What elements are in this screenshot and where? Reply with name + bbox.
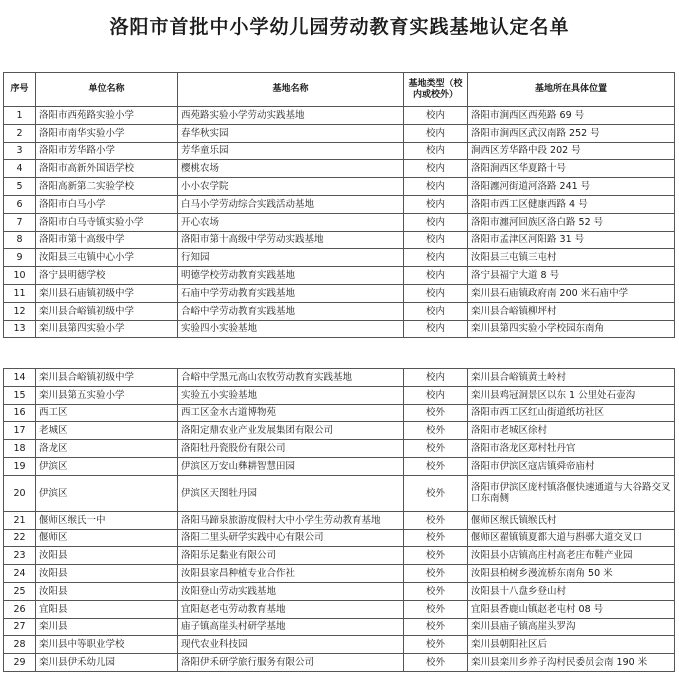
table-body-part-1 [4,107,675,338]
cell-unit: 汝阳县三屯镇中心小学 [36,249,178,267]
cell-location: 洛阳涧西区华夏路十号 [468,160,675,178]
cell-location: 涧西区芳华路中段 202 号 [468,142,675,160]
table-row [4,440,675,458]
cell-unit: 栾川县第五实验小学 [36,386,178,404]
cell-type: 校外 [404,600,468,618]
cell-type: 校内 [404,107,468,125]
cell-location: 栾川县朝阳社区后 [468,636,675,654]
cell-type: 校内 [404,124,468,142]
cell-type: 校内 [404,302,468,320]
cell-no: 1 [4,107,36,125]
cell-base: 汝阳县家昌种植专业合作社 [178,565,404,583]
cell-unit: 洛阳市芳华路小学 [36,142,178,160]
cell-no: 17 [4,422,36,440]
cell-unit: 栾川县合峪镇初级中学 [36,369,178,387]
cell-location: 洛阳市瀍河回族区洛白路 52 号 [468,213,675,231]
table-row [4,547,675,565]
table-row [4,302,675,320]
cell-location: 栾川县合峪镇柳坪村 [468,302,675,320]
cell-type: 校内 [404,267,468,285]
cell-base: 实验五小实验基地 [178,386,404,404]
cell-unit: 西工区 [36,404,178,422]
cell-unit: 洛阳市西苑路实验小学 [36,107,178,125]
cell-location: 栾川县鸡冠洞景区以东 1 公里处石壶沟 [468,386,675,404]
cell-base: 洛阳乐足黏业有限公司 [178,547,404,565]
cell-no: 9 [4,249,36,267]
cell-base: 洛阳市第十高级中学劳动实践基地 [178,231,404,249]
cell-location: 汝阳县三屯镇三屯村 [468,249,675,267]
table-row [4,195,675,213]
cell-type: 校外 [404,529,468,547]
cell-location: 偃师区缑氏镇缑氏村 [468,511,675,529]
cell-base: 明德学校劳动教育实践基地 [178,267,404,285]
table-row [4,475,675,511]
cell-no: 11 [4,284,36,302]
cell-location: 洛阳市涧西区西苑路 69 号 [468,107,675,125]
cell-unit: 宜阳县 [36,600,178,618]
cell-no: 25 [4,582,36,600]
cell-no: 20 [4,475,36,511]
cell-unit: 偃师区 [36,529,178,547]
cell-no: 22 [4,529,36,547]
cell-base: 洛阳牡丹瓷股份有限公司 [178,440,404,458]
cell-base: 洛阳二里头研学实践中心有限公司 [178,529,404,547]
cell-base: 小小农学院 [178,178,404,196]
cell-base: 庙子镇高崖头村研学基地 [178,618,404,636]
cell-location: 偃师区翟镇镇夏都大道与斟鄩大道交叉口 [468,529,675,547]
cell-location: 栾川县庙子镇高崖头罗沟 [468,618,675,636]
cell-unit: 洛阳市白马寺镇实验小学 [36,213,178,231]
cell-type: 校内 [404,160,468,178]
table-row [4,618,675,636]
cell-unit: 汝阳县 [36,582,178,600]
table-part-2 [3,368,675,672]
table-row [4,142,675,160]
cell-no: 6 [4,195,36,213]
cell-type: 校内 [404,178,468,196]
cell-no: 13 [4,320,36,338]
cell-type: 校外 [404,618,468,636]
cell-location: 栾川县第四实验小学校园东南角 [468,320,675,338]
cell-type: 校内 [404,142,468,160]
cell-type: 校外 [404,547,468,565]
cell-unit: 洛阳高新第二实验学校 [36,178,178,196]
cell-location: 洛阳市西工区红山街道纸坊社区 [468,404,675,422]
table-row [4,600,675,618]
cell-unit: 洛阳市高新外国语学校 [36,160,178,178]
cell-location: 洛阳市洛龙区郑村牡丹官 [468,440,675,458]
cell-type: 校内 [404,386,468,404]
cell-unit: 洛宁县明德学校 [36,267,178,285]
cell-base: 樱桃农场 [178,160,404,178]
header-type: 基地类型（校内或校外） [404,73,468,107]
cell-location: 栾川县石庙镇政府南 200 米石庙中学 [468,284,675,302]
table-body-part-2 [4,369,675,672]
cell-type: 校外 [404,475,468,511]
cell-base: 宜阳赵老屯劳动教育基地 [178,600,404,618]
cell-type: 校内 [404,369,468,387]
cell-base: 西工区金水古道博物苑 [178,404,404,422]
cell-location: 栾川县合峪镇黄土岭村 [468,369,675,387]
table-row [4,267,675,285]
cell-no: 21 [4,511,36,529]
table-row [4,160,675,178]
cell-location: 洛阳市涧西区武汉南路 252 号 [468,124,675,142]
table-row [4,178,675,196]
cell-no: 2 [4,124,36,142]
cell-base: 洛阳伊禾研学旅行服务有限公司 [178,654,404,672]
table-part-1 [3,72,675,338]
cell-unit: 老城区 [36,422,178,440]
cell-base: 西苑路实验小学劳动实践基地 [178,107,404,125]
cell-type: 校外 [404,565,468,583]
cell-no: 26 [4,600,36,618]
table-row [4,369,675,387]
table-row [4,284,675,302]
cell-unit: 栾川县石庙镇初级中学 [36,284,178,302]
cell-location: 洛阳市伊滨区寇店镇舜帝庙村 [468,457,675,475]
cell-location: 洛阳市西工区健康西路 4 号 [468,195,675,213]
header-location: 基地所在具体位置 [468,73,675,107]
cell-base: 实验四小实验基地 [178,320,404,338]
table-row [4,404,675,422]
cell-no: 24 [4,565,36,583]
cell-unit: 伊滨区 [36,457,178,475]
cell-no: 29 [4,654,36,672]
cell-no: 8 [4,231,36,249]
cell-no: 28 [4,636,36,654]
page-title: 洛阳市首批中小学幼儿园劳动教育实践基地认定名单 [109,16,570,38]
table-row [4,124,675,142]
cell-type: 校内 [404,320,468,338]
cell-type: 校外 [404,422,468,440]
cell-no: 16 [4,404,36,422]
cell-type: 校外 [404,582,468,600]
header-no: 序号 [4,73,36,107]
cell-type: 校外 [404,654,468,672]
table-row [4,249,675,267]
cell-type: 校内 [404,284,468,302]
cell-no: 3 [4,142,36,160]
cell-location: 宜阳县香鹿山镇赵老屯村 08 号 [468,600,675,618]
header-unit: 单位名称 [36,73,178,107]
cell-location: 洛阳市孟津区河阳路 31 号 [468,231,675,249]
cell-base: 行知园 [178,249,404,267]
cell-type: 校内 [404,195,468,213]
table-row [4,457,675,475]
cell-base: 汝阳登山劳动实践基地 [178,582,404,600]
table-row [4,582,675,600]
cell-type: 校内 [404,213,468,231]
cell-base: 合峪中学劳动教育实践基地 [178,302,404,320]
cell-type: 校外 [404,440,468,458]
cell-type: 校外 [404,457,468,475]
table-row [4,654,675,672]
cell-location: 洛阳市伊滨区庞村镇洛偃快速通道与大谷路交叉口东南侧 [468,475,675,511]
cell-no: 10 [4,267,36,285]
cell-type: 校外 [404,636,468,654]
header-base: 基地名称 [178,73,404,107]
cell-type: 校内 [404,249,468,267]
cell-unit: 栾川县中等职业学校 [36,636,178,654]
cell-no: 4 [4,160,36,178]
cell-no: 5 [4,178,36,196]
table-row [4,231,675,249]
table-row [4,386,675,404]
table-row [4,636,675,654]
table-row [4,422,675,440]
cell-base: 合峪中学黑元高山农牧劳动教育实践基地 [178,369,404,387]
cell-location: 汝阳县十八盘乡登山村 [468,582,675,600]
cell-unit: 汝阳县 [36,547,178,565]
cell-unit: 伊滨区 [36,475,178,511]
cell-type: 校内 [404,231,468,249]
cell-location: 汝阳县小店镇高庄村高老庄布鞋产业园 [468,547,675,565]
table-header-row [4,73,675,107]
cell-no: 18 [4,440,36,458]
cell-no: 7 [4,213,36,231]
cell-location: 洛宁县福宁大道 8 号 [468,267,675,285]
cell-unit: 栾川县合峪镇初级中学 [36,302,178,320]
cell-unit: 栾川县第四实验小学 [36,320,178,338]
cell-no: 27 [4,618,36,636]
cell-base: 伊滨区万安山彝耕智慧田园 [178,457,404,475]
cell-no: 12 [4,302,36,320]
cell-no: 15 [4,386,36,404]
table-row [4,213,675,231]
table-row [4,511,675,529]
cell-unit: 洛龙区 [36,440,178,458]
cell-base: 开心农场 [178,213,404,231]
cell-base: 现代农业科技园 [178,636,404,654]
cell-base: 春华秋实园 [178,124,404,142]
cell-type: 校外 [404,511,468,529]
cell-no: 19 [4,457,36,475]
cell-unit: 洛阳市白马小学 [36,195,178,213]
table-row [4,107,675,125]
cell-base: 白马小学劳动综合实践活动基地 [178,195,404,213]
cell-base: 洛阳定鼎农业产业发展集团有限公司 [178,422,404,440]
cell-unit: 栾川县伊禾幼儿园 [36,654,178,672]
cell-unit: 洛阳市南华实验小学 [36,124,178,142]
cell-no: 23 [4,547,36,565]
cell-unit: 汝阳县 [36,565,178,583]
cell-base: 芳华童乐园 [178,142,404,160]
cell-no: 14 [4,369,36,387]
cell-unit: 栾川县 [36,618,178,636]
cell-location: 栾川县栾川乡养子沟村民委员会南 190 米 [468,654,675,672]
cell-base: 伊滨区天图牡丹园 [178,475,404,511]
cell-type: 校外 [404,404,468,422]
cell-location: 洛阳市老城区徐村 [468,422,675,440]
table-row [4,320,675,338]
cell-base: 石庙中学劳动教育实践基地 [178,284,404,302]
table-row [4,565,675,583]
cell-base: 洛阳马蹄泉旅游度假村大中小学生劳动教育基地 [178,511,404,529]
cell-unit: 洛阳市第十高级中学 [36,231,178,249]
cell-unit: 偃师区缑氏一中 [36,511,178,529]
cell-location: 洛阳瀍河街道河洛路 241 号 [468,178,675,196]
cell-location: 汝阳县柏树乡漫流桥东南角 50 米 [468,565,675,583]
table-row [4,529,675,547]
